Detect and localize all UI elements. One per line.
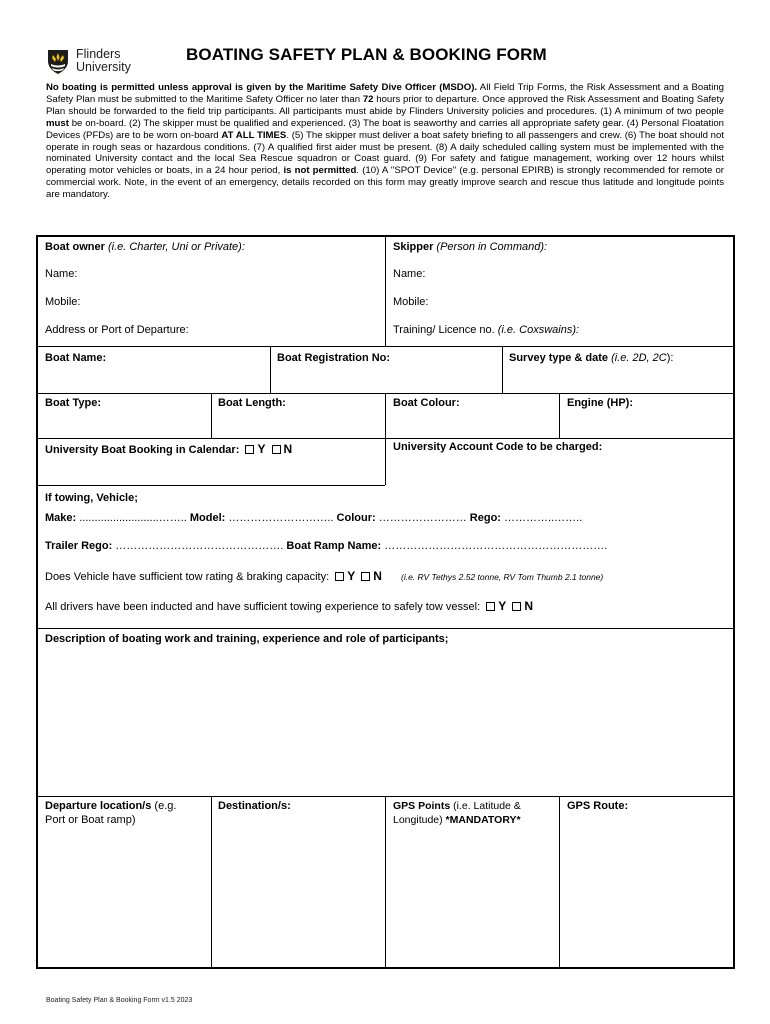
intro-text-1: All Field Trip Forms, the Risk Assessment and a Boating Safety Plan must be submitted to the Maritime Safety Officer no later than <box>46 82 725 105</box>
boat-owner-label: Boat owner <box>45 241 105 253</box>
owner-mobile-field[interactable]: Mobile: <box>45 296 81 308</box>
boat-owner-hint: (i.e. Charter, Uni or Private): <box>104 241 245 253</box>
intro-text-5: . (10) A "SPOT Device" (e.g. personal EPIRB) is strongly recommended for remote or commercial work. Note, in the event of an emergency, details recorded on this form may greatly improve search and rescue thus latitude and longitude points are mandatory. <box>46 165 724 201</box>
tow-rating-row <box>45 570 603 584</box>
intro-hours: 72 <box>362 93 374 105</box>
boat-length-field[interactable]: Boat Length: <box>218 397 286 409</box>
booking-no-label: N <box>283 442 293 456</box>
description-input[interactable] <box>38 649 733 796</box>
vehicle-details-row <box>45 512 582 525</box>
address-field[interactable]: Address or Port of Departure: <box>45 324 189 336</box>
divider <box>38 485 385 486</box>
survey-field[interactable] <box>509 352 673 365</box>
skipper-label: Skipper <box>393 241 434 253</box>
logo-line-1: Flinders <box>76 47 121 61</box>
trailer-rego-input[interactable]: ………………………………………. <box>112 540 284 552</box>
drivers-no-checkbox[interactable] <box>512 602 521 611</box>
description-label: Description of boating work and training, experience and role of participants; <box>45 633 449 645</box>
skipper-hint: (Person in Command): <box>433 241 548 253</box>
logo-wordmark <box>76 48 131 74</box>
booking-calendar-field <box>45 443 292 457</box>
trailer-row <box>45 540 607 553</box>
make-label: Make: <box>45 512 77 524</box>
intro-paragraph <box>46 82 724 201</box>
tow-rating-no-label: N <box>373 569 382 583</box>
divider <box>211 393 212 438</box>
boat-owner-field[interactable] <box>45 241 245 254</box>
skipper-mobile-field[interactable]: Mobile: <box>393 296 429 308</box>
departure-hint-1: (e.g. <box>151 800 177 812</box>
intro-text-4: . (5) The skipper must deliver a boat safety briefing to all passengers and crew. (6) The boat should not operate in rough seas or hazardous conditions. (7) A qualified first aider must be present. (8) A daily scheduled calling system must be implemented with the nominated University contact and the local Sea Rescue squadron or Coast guard. (9) For safety and fatigue management, working over 12 hours whilst operating motor vehicles or boats, in a 24 hour period, <box>46 129 725 177</box>
intro-not-permitted: is not permitted <box>283 165 357 177</box>
survey-hint: (i.e. 2D, 2C <box>608 352 667 364</box>
account-code-field[interactable]: University Account Code to be charged: <box>393 441 603 453</box>
booking-yes-checkbox[interactable] <box>245 445 254 454</box>
departure-label-block <box>45 800 176 813</box>
boat-registration-field[interactable]: Boat Registration No: <box>277 352 391 364</box>
divider <box>385 796 386 967</box>
booking-form <box>36 235 735 969</box>
colour-input[interactable]: …………………… <box>375 512 467 524</box>
gps-points-label-block <box>393 800 521 813</box>
departure-input[interactable] <box>38 832 211 967</box>
gps-points-input[interactable] <box>386 832 559 967</box>
booking-calendar-label: University Boat Booking in Calendar: <box>45 444 240 456</box>
divider <box>502 346 503 393</box>
divider <box>385 438 386 485</box>
rego-label: Rego: <box>466 512 501 524</box>
divider <box>211 796 212 967</box>
tow-rating-yes-label: Y <box>347 569 356 583</box>
colour-label: Colour: <box>333 512 376 524</box>
survey-label: Survey type & date <box>509 352 609 364</box>
model-label: Model: <box>186 512 226 524</box>
towing-heading: If towing, Vehicle; <box>45 492 138 504</box>
divider <box>38 628 733 629</box>
flinders-logo <box>46 46 156 76</box>
training-field[interactable] <box>393 324 579 337</box>
tow-rating-question: Does Vehicle have sufficient tow rating & braking capacity: <box>45 571 330 583</box>
engine-field[interactable]: Engine (HP): <box>567 397 633 409</box>
tow-rating-yes-checkbox[interactable] <box>335 572 344 581</box>
drivers-inducted-row <box>45 600 533 614</box>
trailer-rego-label: Trailer Rego: <box>45 540 113 552</box>
divider <box>385 237 386 346</box>
rego-input[interactable]: …………..…….. <box>500 512 583 524</box>
divider <box>270 346 271 393</box>
boat-ramp-label: Boat Ramp Name: <box>283 540 382 552</box>
tow-rating-no-checkbox[interactable] <box>361 572 370 581</box>
destination-label: Destination/s: <box>218 800 291 812</box>
destination-input[interactable] <box>212 832 385 967</box>
skipper-name-field[interactable]: Name: <box>393 268 426 280</box>
page-title: BOATING SAFETY PLAN & BOOKING FORM <box>186 45 547 64</box>
boat-type-field[interactable]: Boat Type: <box>45 397 102 409</box>
divider <box>385 393 386 440</box>
model-input[interactable]: ……………………….. <box>225 512 334 524</box>
gps-mandatory: *MANDATORY* <box>445 814 521 826</box>
booking-yes-label: Y <box>257 442 266 456</box>
make-input[interactable]: ..........................…….. <box>76 512 187 524</box>
gps-route-label: GPS Route: <box>567 800 629 812</box>
departure-hint-2: Port or Boat ramp) <box>45 814 136 826</box>
boat-ramp-input[interactable]: ……………………………………………………. <box>381 540 608 552</box>
tow-rating-hint: (i.e. RV Tethys 2.52 tonne, RV Tom Thumb 2.1 tonne) <box>401 572 604 582</box>
divider <box>559 393 560 438</box>
training-label: Training/ Licence no. <box>393 324 498 336</box>
intro-text-3: be on-board. (2) The skipper must be qualified and experienced. (3) The boat is seaworthy and carries all appropriate safety gear. (4) Personal Floatation Devices (PFDs) are to be worn on-board <box>46 117 724 141</box>
divider <box>559 796 560 967</box>
boat-name-field[interactable]: Boat Name: <box>45 352 107 364</box>
booking-no-checkbox[interactable] <box>272 445 281 454</box>
intro-bold-lead: No boating is permitted unless approval is given by the Maritime Safety Dive Officer (MSDO). <box>46 82 478 93</box>
drivers-yes-checkbox[interactable] <box>486 602 495 611</box>
drivers-inducted-question: All drivers have been inducted and have sufficient towing experience to safely tow vessel: <box>45 601 481 613</box>
owner-name-field[interactable]: Name: <box>45 268 78 280</box>
gps-points-hint-1: (i.e. Latitude & <box>450 800 521 812</box>
divider <box>38 346 733 347</box>
training-hint: (i.e. Coxswains): <box>497 324 580 336</box>
gps-points-hint-line-2 <box>393 814 521 827</box>
drivers-no-label: N <box>524 599 533 613</box>
drivers-yes-label: Y <box>498 599 507 613</box>
flinders-shield-icon <box>46 47 70 75</box>
logo-line-2: University <box>76 60 131 74</box>
gps-points-hint-2: Longitude) <box>393 814 446 826</box>
boat-colour-field[interactable]: Boat Colour: <box>393 397 460 409</box>
intro-must: must <box>46 117 69 129</box>
intro-all-times: AT ALL TIMES <box>221 129 287 141</box>
intro-text-2: hours prior to departure. Once approved the Risk Assessment and Boating Safety Plan should be forwarded to the field trip participants. All participants must abide by Flinders University policies and procedures. (1) A minimum of two people <box>46 93 724 117</box>
survey-end: ): <box>666 352 674 364</box>
departure-label: Departure location/s <box>45 800 152 812</box>
gps-points-label: GPS Points <box>393 800 451 812</box>
gps-route-input[interactable] <box>560 832 733 967</box>
footer-version: Boating Safety Plan & Booking Form v1.5 2023 <box>46 997 193 1004</box>
skipper-field[interactable] <box>393 241 547 254</box>
